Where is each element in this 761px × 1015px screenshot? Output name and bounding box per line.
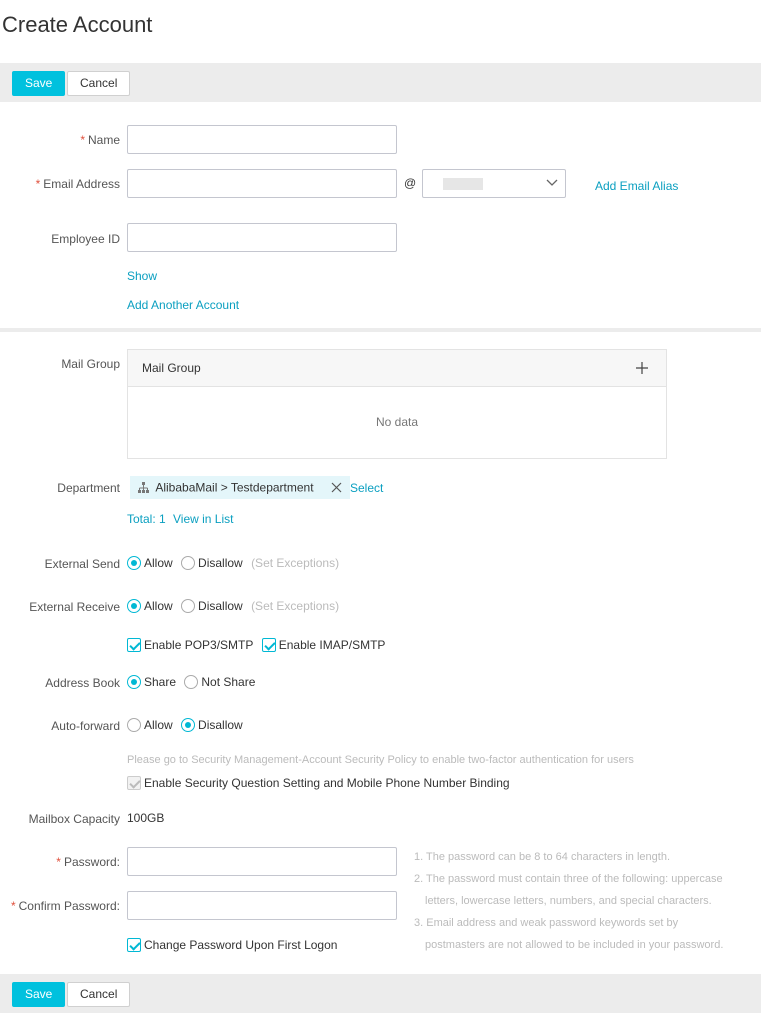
domain-redacted — [443, 178, 483, 190]
auto-forward-label: Auto-forward — [51, 719, 120, 733]
add-email-alias-link[interactable]: Add Email Alias — [595, 179, 679, 193]
password-rule-1: 1. The password can be 8 to 64 characters in length. — [414, 851, 671, 863]
pop3-checkbox[interactable] — [127, 638, 141, 652]
auto-forward-disallow-label: Disallow — [198, 717, 243, 732]
external-send-group — [127, 555, 339, 570]
empty-state: No data — [375, 415, 419, 429]
save-button[interactable]: Save — [12, 71, 65, 96]
close-icon[interactable] — [331, 482, 342, 493]
section-divider — [0, 328, 761, 332]
change-password-label: Change Password Upon First Logon — [144, 937, 338, 952]
auto-forward-group — [127, 717, 248, 732]
address-book-group — [127, 674, 260, 689]
save-button[interactable]: Save — [12, 982, 65, 1007]
address-book-share-radio[interactable] — [127, 675, 141, 689]
show-link[interactable]: Show — [127, 269, 158, 283]
name-label: * Name — [80, 133, 120, 147]
auto-forward-allow-label: Allow — [144, 717, 173, 732]
mail-group-label: Mail Group — [61, 357, 120, 371]
mail-group-header — [128, 350, 666, 387]
imap-checkbox[interactable] — [262, 638, 276, 652]
confirm-password-label: * Confirm Password: — [10, 899, 120, 913]
security-question-option — [127, 775, 515, 790]
mail-group-panel — [127, 349, 667, 459]
security-note: Please go to Security Management-Account Security Policy to enable two-factor authentication for users — [127, 754, 634, 766]
external-send-allow-radio[interactable] — [127, 556, 141, 570]
chevron-down-icon — [546, 179, 558, 187]
auto-forward-allow-radio[interactable] — [127, 718, 141, 732]
external-receive-group — [127, 598, 339, 613]
external-receive-allow-label: Allow — [144, 598, 173, 613]
email-label: * Email Address — [35, 177, 120, 191]
address-book-label: Address Book — [45, 676, 120, 690]
password-rules — [414, 846, 723, 956]
domain-select[interactable] — [422, 169, 566, 198]
confirm-password-input[interactable] — [127, 891, 397, 920]
select-department-link[interactable]: Select — [350, 481, 384, 495]
external-receive-disallow-radio[interactable] — [181, 599, 195, 613]
external-send-allow-label: Allow — [144, 555, 173, 570]
department-label: Department — [57, 481, 120, 495]
password-input[interactable] — [127, 847, 397, 876]
auto-forward-disallow-radio[interactable] — [181, 718, 195, 732]
employee-id-input[interactable] — [127, 223, 397, 252]
cancel-button[interactable]: Cancel — [67, 71, 130, 96]
password-label: * Password: — [56, 855, 120, 869]
view-in-list-link[interactable]: View in List — [173, 512, 234, 526]
name-input[interactable] — [127, 125, 397, 154]
bottom-toolbar — [0, 974, 761, 1013]
imap-label: Enable IMAP/SMTP — [278, 637, 386, 652]
plus-icon[interactable] — [636, 362, 648, 374]
external-send-exceptions: (Set Exceptions) — [251, 555, 340, 570]
mail-group-header-title: Mail Group — [142, 361, 201, 375]
cancel-button[interactable]: Cancel — [67, 982, 130, 1007]
external-send-disallow-label: Disallow — [198, 555, 243, 570]
external-receive-disallow-label: Disallow — [198, 598, 243, 613]
change-password-option — [127, 937, 342, 952]
department-total: Total: 1 — [127, 512, 166, 526]
external-receive-label: External Receive — [29, 600, 120, 614]
department-tag — [130, 476, 350, 499]
employee-id-label: Employee ID — [51, 232, 120, 246]
mailbox-capacity-value: 100GB — [127, 811, 165, 825]
at-sign: @ — [404, 176, 417, 190]
department-tag-label: AlibabaMail > Testdepartment — [155, 480, 314, 495]
change-password-checkbox[interactable] — [127, 938, 141, 952]
mailbox-capacity-label: Mailbox Capacity — [28, 812, 120, 826]
email-input[interactable] — [127, 169, 397, 198]
security-question-label: Enable Security Question Setting and Mobile Phone Number Binding — [144, 775, 510, 790]
protocol-options — [127, 637, 390, 652]
add-another-account-link[interactable]: Add Another Account — [127, 298, 240, 312]
external-receive-allow-radio[interactable] — [127, 599, 141, 613]
password-rule-3-cont: postmasters are not allowed to be included in your password. — [425, 939, 724, 951]
address-book-not-share-label: Not Share — [201, 674, 256, 689]
security-question-checkbox — [127, 776, 141, 790]
top-toolbar — [0, 63, 761, 102]
password-rule-2: 2. The password must contain three of the following: uppercase — [414, 873, 723, 885]
password-rule-3: 3. Email address and weak password keywords set by — [414, 917, 679, 929]
external-send-disallow-radio[interactable] — [181, 556, 195, 570]
external-receive-exceptions: (Set Exceptions) — [251, 598, 340, 613]
address-book-share-label: Share — [144, 674, 177, 689]
page-title: Create Account — [2, 12, 153, 37]
external-send-label: External Send — [44, 557, 120, 571]
address-book-not-share-radio[interactable] — [184, 675, 198, 689]
pop3-label: Enable POP3/SMTP — [144, 637, 254, 652]
password-rule-2-cont: letters, lowercase letters, numbers, and special characters. — [425, 895, 712, 907]
org-tree-icon — [138, 482, 149, 493]
